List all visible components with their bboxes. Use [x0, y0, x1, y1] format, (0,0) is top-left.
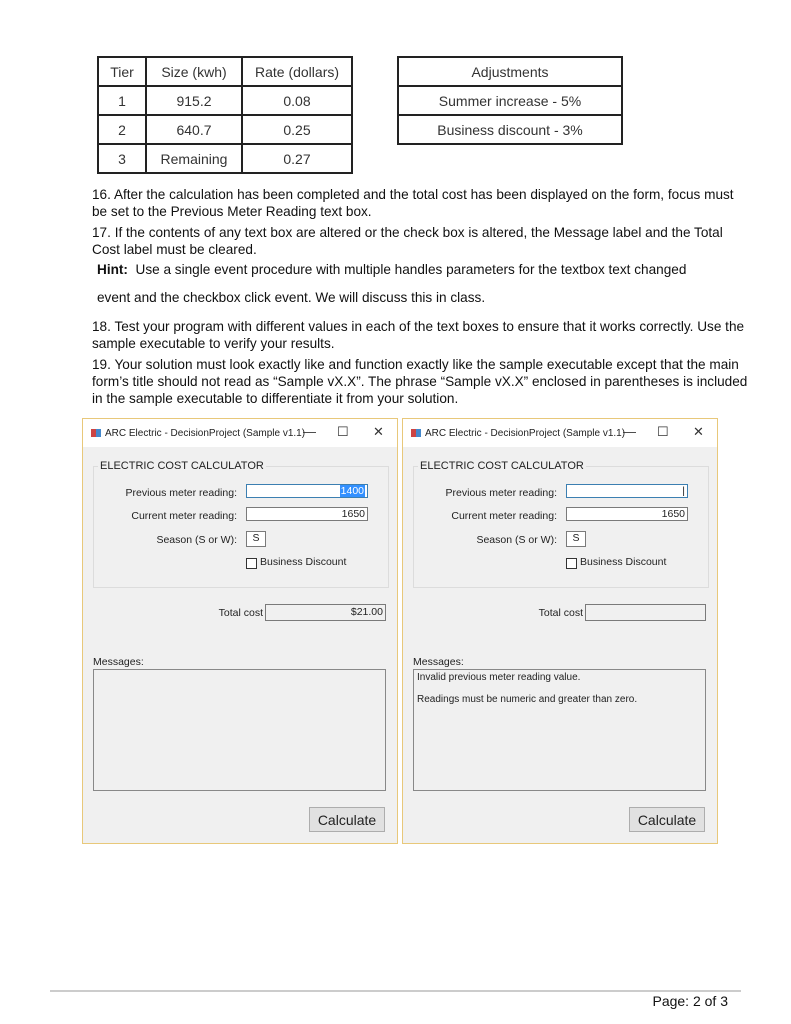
- messages-box: [93, 669, 386, 791]
- calculate-button[interactable]: Calculate: [309, 807, 385, 832]
- table-row: [398, 115, 622, 144]
- header-cell: Rate (dollars): [242, 57, 352, 86]
- item-number: 16.: [92, 187, 111, 202]
- title-bar: [83, 419, 397, 447]
- previous-reading-value: 1400: [340, 485, 364, 497]
- title-bar: [403, 419, 717, 447]
- message-line: Invalid previous meter reading value.: [417, 672, 581, 683]
- previous-reading-input[interactable]: [566, 484, 688, 498]
- header-cell: Tier: [98, 57, 146, 86]
- groupbox-label: ELECTRIC COST CALCULATOR: [100, 460, 264, 472]
- maximize-button[interactable]: ☐: [657, 424, 669, 439]
- hint-text: Use a single event procedure with multiple handles parameters for the textbox text changed: [135, 262, 687, 277]
- cell: 1: [98, 86, 146, 115]
- messages-box: [413, 669, 706, 791]
- window-title: ARC Electric - DecisionProject (Sample v1.1): [105, 428, 306, 439]
- item-number: 18.: [92, 319, 111, 334]
- hint-line-2: event and the checkbox click event. We will discuss this in class.: [97, 290, 486, 305]
- cell: Summer increase - 5%: [398, 86, 622, 115]
- business-discount-checkbox[interactable]: [246, 558, 257, 569]
- previous-reading-input[interactable]: [246, 484, 368, 498]
- hint-label: Hint:: [97, 262, 128, 277]
- message-line: Readings must be numeric and greater than zero.: [417, 694, 638, 705]
- current-reading-label: Current meter reading:: [131, 510, 237, 522]
- groupbox-label: ELECTRIC COST CALCULATOR: [420, 460, 584, 472]
- previous-reading-value: |: [682, 485, 685, 497]
- list-item: [92, 356, 752, 407]
- total-cost-label: Total cost: [218, 607, 263, 619]
- table-header-row: [98, 57, 352, 86]
- page-number: Page: 2 of 3: [652, 993, 728, 1009]
- window-title: ARC Electric - DecisionProject (Sample v1.1): [425, 428, 626, 439]
- cell: 0.08: [242, 86, 352, 115]
- header-cell: Adjustments: [398, 57, 622, 86]
- messages-label: Messages:: [93, 656, 144, 668]
- adjustments-table: [397, 56, 623, 145]
- table-row: [98, 144, 352, 173]
- current-reading-label: Current meter reading:: [451, 510, 557, 522]
- minimize-button[interactable]: —: [303, 424, 316, 439]
- cell: 0.25: [242, 115, 352, 144]
- previous-reading-label: Previous meter reading:: [445, 487, 557, 499]
- close-button[interactable]: ✕: [373, 424, 384, 439]
- cell: 2: [98, 115, 146, 144]
- list-item: [92, 186, 752, 220]
- item-text: If the contents of any text box are altered or the check box is altered, the Message label and the Total Cost label must be cleared.: [92, 225, 723, 257]
- business-discount-label: Business Discount: [580, 556, 667, 568]
- season-input[interactable]: S: [246, 531, 266, 547]
- total-cost-display: [585, 604, 706, 621]
- list-item: [92, 224, 752, 258]
- table-row: [98, 115, 352, 144]
- sample-form-window-error: [402, 418, 718, 844]
- item-number: 17.: [92, 225, 111, 240]
- maximize-button[interactable]: ☐: [337, 424, 349, 439]
- tier-rate-table: [97, 56, 353, 174]
- item-text: Test your program with different values in each of the text boxes to ensure that it works correctly. Use the sample executable to verify your results.: [92, 319, 745, 351]
- cell: 915.2: [146, 86, 242, 115]
- table-row: [398, 86, 622, 115]
- current-reading-input[interactable]: 1650: [246, 507, 368, 521]
- season-label: Season (S or W):: [476, 534, 557, 546]
- previous-reading-label: Previous meter reading:: [125, 487, 237, 499]
- cell: 640.7: [146, 115, 242, 144]
- item-number: 19.: [92, 357, 111, 372]
- hint-line-1: [97, 262, 747, 277]
- close-button[interactable]: ✕: [693, 424, 704, 439]
- sample-form-window-valid: [82, 418, 398, 844]
- cell: 3: [98, 144, 146, 173]
- table-row: [98, 86, 352, 115]
- calculate-button[interactable]: Calculate: [629, 807, 705, 832]
- business-discount-checkbox[interactable]: [566, 558, 577, 569]
- total-cost-display: $21.00: [265, 604, 386, 621]
- current-reading-input[interactable]: 1650: [566, 507, 688, 521]
- app-icon: [411, 429, 421, 437]
- cell: Business discount - 3%: [398, 115, 622, 144]
- season-label: Season (S or W):: [156, 534, 237, 546]
- footer-divider: [50, 990, 741, 992]
- app-icon: [91, 429, 101, 437]
- total-cost-label: Total cost: [538, 607, 583, 619]
- table-header-row: [398, 57, 622, 86]
- item-text: Your solution must look exactly like and function exactly like the sample executable except that the main form’s title should not read as “Sample vX.X”. The phrase “Sample vX.X” enclosed in parentheses is included in the sample executable to differentiate it from your solution.: [92, 357, 748, 406]
- list-item: [92, 318, 752, 352]
- header-cell: Size (kwh): [146, 57, 242, 86]
- cell: Remaining: [146, 144, 242, 173]
- messages-label: Messages:: [413, 656, 464, 668]
- business-discount-label: Business Discount: [260, 556, 347, 568]
- season-input[interactable]: S: [566, 531, 586, 547]
- cell: 0.27: [242, 144, 352, 173]
- item-text: After the calculation has been completed and the total cost has been displayed on the form, focus must be set to the Previous Meter Reading text box.: [92, 187, 734, 219]
- minimize-button[interactable]: —: [623, 424, 636, 439]
